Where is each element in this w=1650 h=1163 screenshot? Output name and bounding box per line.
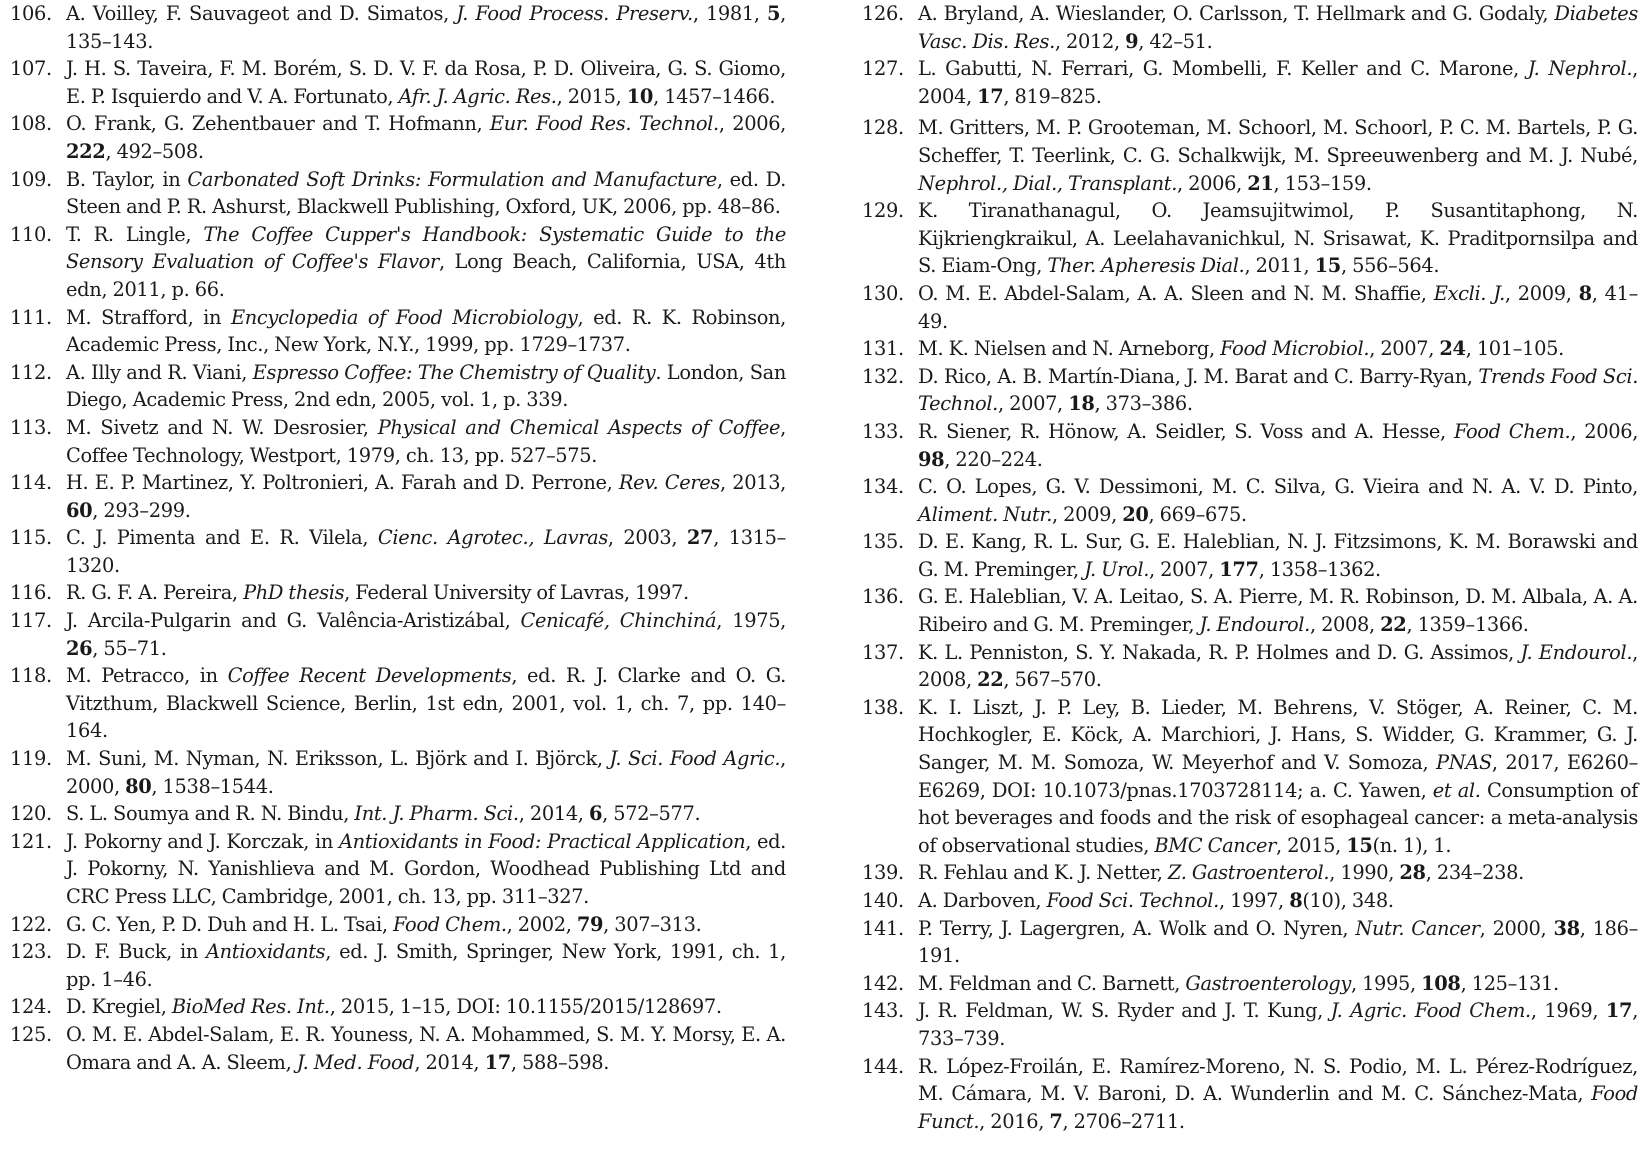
reference-number: 108. xyxy=(10,112,52,136)
reference-number: 134. xyxy=(862,475,904,499)
reference-number: 143. xyxy=(862,999,904,1023)
reference-number: 131. xyxy=(862,337,904,361)
reference-item xyxy=(862,887,1638,915)
reference-text: R. López-Froilán, E. Ramírez-Moreno, N. S. Podio, M. L. Pérez-Rodríguez, M. Cámara, M. V. Baroni, D. A. Wunderlin and M. C. Sánchez-Mata, Food Funct., 2016, 7, 2706–2711. xyxy=(918,1054,1638,1133)
reference-number: 125. xyxy=(10,1022,52,1046)
reference-text: A. Bryland, A. Wieslander, O. Carlsson, T. Hellmark and G. Godaly, Diabetes Vasc. Dis. Res., 2012, 9, 42–51. xyxy=(918,2,1638,53)
reference-text: B. Taylor, in Carbonated Soft Drinks: Formulation and Manufacture, ed. D. Steen and P. R. Ashurst, Blackwell Publishing, Oxford, UK, 2006, pp. 48–86. xyxy=(66,167,786,219)
reference-number: 130. xyxy=(862,281,904,305)
reference-text: D. Kregiel, BioMed Res. Int., 2015, 1–15, DOI: 10.1155/2015/128697. xyxy=(66,995,722,1019)
reference-text: G. E. Haleblian, V. A. Leitao, S. A. Pierre, M. R. Robinson, D. M. Albala, A. A. Ribeiro and G. M. Preminger, J. Endourol., 2008, 22, 1359–1366. xyxy=(918,585,1638,637)
reference-number: 122. xyxy=(10,912,52,936)
reference-text: G. C. Yen, P. D. Duh and H. L. Tsai, Food Chem., 2002, 79, 307–313. xyxy=(66,912,702,936)
reference-text: A. Darboven, Food Sci. Technol., 1997, 8(10), 348. xyxy=(918,889,1394,912)
reference-text: M. Petracco, in Coffee Recent Developments, ed. R. J. Clarke and O. G. Vitzthum, Blackwell Science, Berlin, 1st edn, 2001, vol. 1, ch. 7, pp. 140–164. xyxy=(66,664,786,743)
reference-item xyxy=(10,55,786,110)
reference-item xyxy=(10,745,786,800)
reference-item xyxy=(10,938,786,993)
reference-item xyxy=(862,197,1638,280)
reference-number: 121. xyxy=(10,829,52,853)
reference-item xyxy=(862,1053,1638,1136)
reference-text: O. Frank, G. Zehentbauer and T. Hofmann, Eur. Food Res. Technol., 2006, 222, 492–508. xyxy=(66,112,786,163)
reference-item xyxy=(10,414,786,469)
reference-number: 139. xyxy=(862,861,904,885)
reference-number: 133. xyxy=(862,419,904,443)
reference-item xyxy=(10,662,786,745)
reference-item xyxy=(10,0,786,55)
reference-item xyxy=(10,469,786,524)
reference-item xyxy=(10,911,786,939)
reference-number: 115. xyxy=(10,526,52,550)
reference-text: D. E. Kang, R. L. Sur, G. E. Haleblian, N. J. Fitzsimons, K. M. Borawski and G. M. Preminger, J. Urol., 2007, 177, 1358–1362. xyxy=(918,530,1638,581)
reference-item xyxy=(10,1021,786,1076)
reference-item xyxy=(10,828,786,911)
reference-number: 128. xyxy=(862,116,904,140)
reference-number: 107. xyxy=(10,57,52,81)
reference-text: M. Strafford, in Encyclopedia of Food Microbiology, ed. R. K. Robinson, Academic Press, Inc., New York, N.Y., 1999, pp. 1729–1737. xyxy=(66,305,787,357)
reference-item xyxy=(10,304,786,359)
reference-text: L. Gabutti, N. Ferrari, G. Mombelli, F. Keller and C. Marone, J. Nephrol., 2004, 17, 819–825. xyxy=(918,57,1638,108)
reference-item xyxy=(862,694,1638,860)
reference-number: 138. xyxy=(862,695,904,719)
reference-text: C. J. Pimenta and E. R. Vilela, Cienc. Agrotec., Lavras, 2003, 27, 1315–1320. xyxy=(66,526,787,577)
reference-text: K. I. Liszt, J. P. Ley, B. Lieder, M. Behrens, V. Stöger, A. Reiner, C. M. Hochkogler, E. Köck, A. Marchiori, J. Hans, S. Widder, G. Krammer, G. J. Sanger, M. M. Somoza, W. Meyerhof and V. Somoza, PNAS, 2017, E6260–E6269, DOI: 10.1073/pnas.1703728114; a. C. Yawen, et al. Consumption of hot beverages and foods and the risk of esophageal cancer: a meta-analysis of observational studies, BMC Cancer, 2015, 15(n. 1), 1. xyxy=(918,695,1638,857)
reference-item xyxy=(862,997,1638,1052)
reference-text: O. M. E. Abdel-Salam, E. R. Youness, N. A. Mohammed, S. M. Y. Morsy, E. A. Omara and A. A. Sleem, J. Med. Food, 2014, 17, 588–598. xyxy=(66,1022,786,1074)
reference-column-left xyxy=(10,0,786,1076)
reference-text: M. K. Nielsen and N. Arneborg, Food Microbiol., 2007, 24, 101–105. xyxy=(918,337,1564,361)
reference-item xyxy=(10,579,786,607)
reference-number: 110. xyxy=(10,222,52,246)
reference-text: M. Gritters, M. P. Grooteman, M. Schoorl, M. Schoorl, P. C. M. Bartels, P. G. Scheffer, T. Teerlink, C. G. Schalkwijk, M. Spreeuwenberg and M. J. Nubé, Nephrol., Dial., Transplant., 2006, 21, 153–159. xyxy=(918,116,1638,195)
reference-item xyxy=(862,528,1638,583)
reference-item xyxy=(862,55,1638,110)
reference-number: 124. xyxy=(10,995,52,1019)
reference-number: 106. xyxy=(10,2,52,25)
reference-text: R. G. F. A. Pereira, PhD thesis, Federal University of Lavras, 1997. xyxy=(66,581,689,605)
reference-text: M. Suni, M. Nyman, N. Eriksson, L. Björk and I. Björck, J. Sci. Food Agric., 2000, 80, 1538–1544. xyxy=(66,747,786,798)
reference-text: J. H. S. Taveira, F. M. Borém, S. D. V. F. da Rosa, P. D. Oliveira, G. S. Giomo, E. P. Isquierdo and V. A. Fortunato, Afr. J. Agric. Res., 2015, 10, 1457–1466. xyxy=(66,57,786,108)
reference-text: R. Siener, R. Hönow, A. Seidler, S. Voss and A. Hesse, Food Chem., 2006, 98, 220–224. xyxy=(918,419,1639,471)
reference-text: D. F. Buck, in Antioxidants, ed. J. Smith, Springer, New York, 1991, ch. 1, pp. 1–46. xyxy=(66,940,786,991)
reference-text: A. Illy and R. Viani, Espresso Coffee: The Chemistry of Quality. London, San Diego, Academic Press, 2nd edn, 2005, vol. 1, p. 339. xyxy=(66,360,786,412)
reference-item xyxy=(862,114,1638,197)
reference-item xyxy=(10,359,786,414)
reference-number: 109. xyxy=(10,167,52,191)
reference-number: 144. xyxy=(862,1054,904,1078)
reference-number: 140. xyxy=(862,889,904,912)
reference-number: 136. xyxy=(862,585,904,609)
reference-item xyxy=(862,363,1638,418)
reference-text: M. Feldman and C. Barnett, Gastroenterology, 1995, 108, 125–131. xyxy=(918,971,1559,995)
reference-text: T. R. Lingle, The Coffee Cupper's Handbook: Systematic Guide to the Sensory Evaluation of Coffee's Flavor, Long Beach, California, USA, 4th edn, 2011, p. 66. xyxy=(66,222,786,301)
reference-item xyxy=(862,0,1638,55)
reference-number: 129. xyxy=(862,199,904,223)
reference-number: 120. xyxy=(10,802,52,826)
reference-number: 117. xyxy=(10,609,52,633)
reference-column-right xyxy=(862,0,1638,1135)
reference-item xyxy=(862,583,1638,638)
reference-text: A. Voilley, F. Sauvageot and D. Simatos, J. Food Process. Preserv., 1981, 5, 135–143. xyxy=(66,2,786,53)
reference-item xyxy=(10,166,786,221)
reference-text: K. L. Penniston, S. Y. Nakada, R. P. Holmes and D. G. Assimos, J. Endourol., 2008, 22, 567–570. xyxy=(918,640,1638,692)
reference-text: S. L. Soumya and R. N. Bindu, Int. J. Pharm. Sci., 2014, 6, 572–577. xyxy=(66,802,701,826)
reference-number: 135. xyxy=(862,530,904,554)
reference-number: 113. xyxy=(10,415,52,439)
reference-text: M. Sivetz and N. W. Desrosier, Physical and Chemical Aspects of Coffee, Coffee Technology, Westport, 1979, ch. 13, pp. 527–575. xyxy=(66,415,786,467)
reference-text: D. Rico, A. B. Martín-Diana, J. M. Barat and C. Barry-Ryan, Trends Food Sci. Technol., 2007, 18, 373–386. xyxy=(918,364,1639,416)
reference-item xyxy=(10,607,786,662)
reference-text: H. E. P. Martinez, Y. Poltronieri, A. Farah and D. Perrone, Rev. Ceres, 2013, 60, 293–299. xyxy=(66,471,786,522)
reference-text: C. O. Lopes, G. V. Dessimoni, M. C. Silva, G. Vieira and N. A. V. D. Pinto, Aliment. Nutr., 2009, 20, 669–675. xyxy=(918,475,1638,526)
reference-text: J. R. Feldman, W. S. Ryder and J. T. Kung, J. Agric. Food Chem., 1969, 17, 733–739. xyxy=(918,999,1639,1050)
reference-item xyxy=(10,800,786,828)
reference-number: 118. xyxy=(10,664,52,688)
reference-number: 123. xyxy=(10,940,52,964)
reference-text: J. Arcila-Pulgarin and G. Valência-Aristizábal, Cenicafé, Chinchiná, 1975, 26, 55–71. xyxy=(66,609,786,660)
reference-item xyxy=(862,970,1638,998)
reference-number: 142. xyxy=(862,971,904,995)
reference-item xyxy=(862,335,1638,363)
reference-text: K. Tiranathanagul, O. Jeamsujitwimol, P. Susantitaphong, N. Kijkriengkraikul, A. Leelahavanichkul, N. Srisawat, K. Praditpornsilpa and S. Eiam-Ong, Ther. Apheresis Dial., 2011, 15, 556–564. xyxy=(918,199,1638,278)
reference-number: 119. xyxy=(10,747,52,771)
reference-number: 126. xyxy=(862,2,904,25)
reference-text: O. M. E. Abdel-Salam, A. A. Sleen and N. M. Shaffie, Excli. J., 2009, 8, 41–49. xyxy=(918,281,1638,333)
reference-item xyxy=(10,110,786,165)
reference-item xyxy=(862,418,1638,473)
reference-number: 137. xyxy=(862,640,904,664)
reference-number: 127. xyxy=(862,57,904,81)
reference-item xyxy=(862,915,1638,970)
reference-item xyxy=(10,993,786,1021)
reference-text: J. Pokorny and J. Korczak, in Antioxidants in Food: Practical Application, ed. J. Pokorny, N. Yanishlieva and M. Gordon, Woodhead Publishing Ltd and CRC Press LLC, Cambridge, 2001, ch. 13, pp. 311–327. xyxy=(66,829,787,908)
reference-item xyxy=(10,524,786,579)
reference-number: 114. xyxy=(10,471,52,495)
reference-item xyxy=(862,473,1638,528)
reference-number: 116. xyxy=(10,581,52,605)
reference-number: 132. xyxy=(862,364,904,388)
reference-number: 112. xyxy=(10,360,52,384)
reference-text: P. Terry, J. Lagergren, A. Wolk and O. Nyren, Nutr. Cancer, 2000, 38, 186–191. xyxy=(918,916,1638,968)
reference-text: R. Fehlau and K. J. Netter, Z. Gastroenterol., 1990, 28, 234–238. xyxy=(918,861,1524,885)
reference-number: 111. xyxy=(10,305,52,329)
reference-item xyxy=(10,221,786,304)
reference-item xyxy=(862,859,1638,887)
reference-number: 141. xyxy=(862,916,904,940)
reference-item xyxy=(862,639,1638,694)
reference-item xyxy=(862,280,1638,335)
